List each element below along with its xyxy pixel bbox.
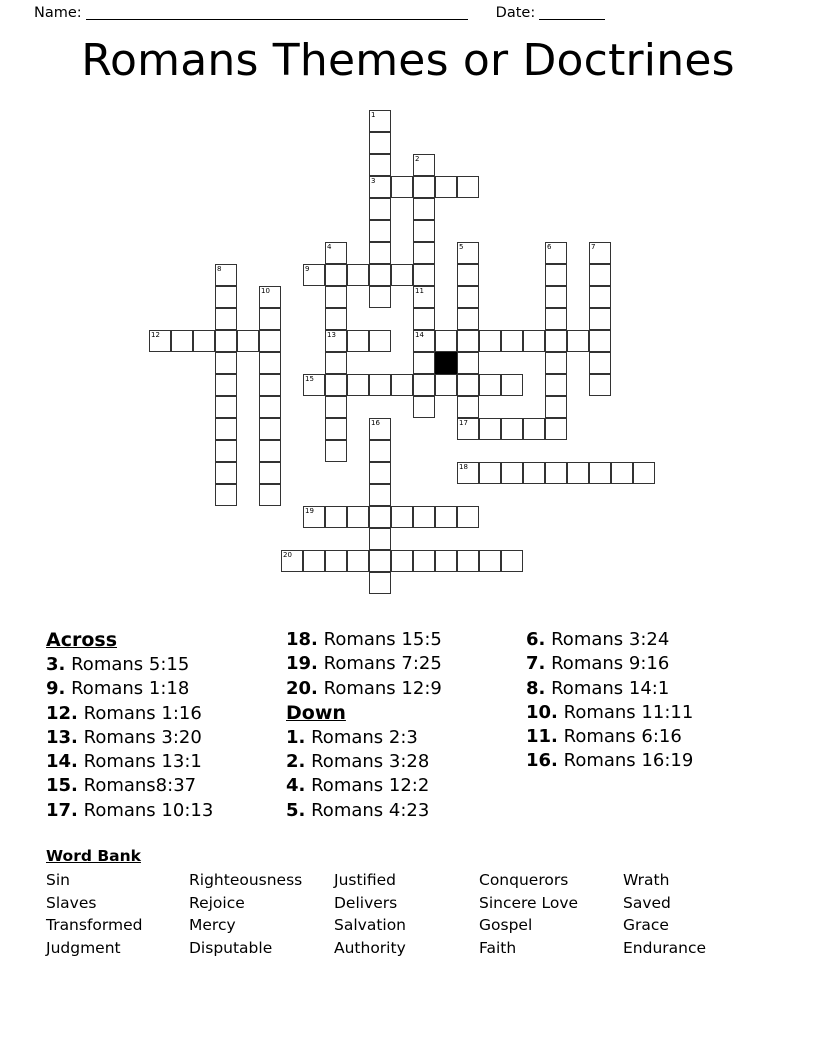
- clue-text: Romans 7:25: [323, 653, 442, 675]
- grid-cell[interactable]: [501, 330, 523, 352]
- grid-cell[interactable]: [589, 374, 611, 396]
- grid-cell-number: 12: [151, 331, 160, 339]
- word-bank-word: Faith: [479, 938, 517, 957]
- clue-text: Romans 4:23: [311, 799, 430, 821]
- grid-cell[interactable]: [325, 308, 347, 330]
- grid-cell[interactable]: [369, 198, 391, 220]
- clue-number: 1.: [286, 726, 306, 748]
- grid-cell[interactable]: [413, 154, 435, 176]
- grid-cell[interactable]: [149, 330, 171, 352]
- clue-column-3: [526, 628, 776, 774]
- clue-text: Romans 14:1: [551, 677, 670, 699]
- grid-cell[interactable]: [523, 330, 545, 352]
- clue-text: Romans 15:5: [323, 629, 442, 650]
- clue-number: 19.: [286, 653, 318, 675]
- grid-cell-number: 16: [371, 419, 380, 427]
- clue-across-13: [46, 726, 286, 750]
- grid-cell-number: 9: [305, 265, 310, 273]
- grid-cell[interactable]: [413, 396, 435, 418]
- date-write-line[interactable]: [539, 7, 605, 20]
- word-bank-heading: Word Bank: [46, 847, 141, 865]
- grid-cell[interactable]: [325, 550, 347, 572]
- grid-cell[interactable]: [369, 110, 391, 132]
- clue-text: Romans8:37: [83, 775, 197, 797]
- grid-cell[interactable]: [501, 462, 523, 484]
- grid-cell[interactable]: [259, 440, 281, 462]
- grid-cell-number: 6: [547, 243, 552, 251]
- grid-cell[interactable]: [259, 396, 281, 418]
- grid-cell[interactable]: [479, 462, 501, 484]
- grid-cell[interactable]: [413, 220, 435, 242]
- grid-cell[interactable]: [435, 176, 457, 198]
- grid-cell[interactable]: [479, 330, 501, 352]
- grid-cell[interactable]: [193, 330, 215, 352]
- grid-cell[interactable]: [457, 286, 479, 308]
- grid-cell[interactable]: [545, 330, 567, 352]
- grid-cell[interactable]: [545, 462, 567, 484]
- clue-down-7: [526, 652, 776, 676]
- grid-cell[interactable]: [457, 462, 479, 484]
- clue-number: 5.: [286, 799, 306, 821]
- grid-cell[interactable]: [457, 308, 479, 330]
- grid-cell[interactable]: [369, 528, 391, 550]
- grid-cell-number: 2: [415, 155, 420, 163]
- grid-cell[interactable]: [567, 462, 589, 484]
- grid-cell[interactable]: [391, 374, 413, 396]
- clue-down-2: [286, 750, 526, 774]
- grid-cell-number: 20: [283, 551, 292, 559]
- word-bank-word: Mercy: [189, 916, 236, 935]
- clue-number: 15.: [46, 775, 78, 797]
- grid-block-cell: [435, 352, 457, 374]
- clue-down-10: [526, 701, 776, 725]
- grid-cell[interactable]: [237, 330, 259, 352]
- crossword-grid[interactable]: [149, 110, 679, 590]
- clue-number: 12.: [46, 702, 78, 724]
- clue-column-1: [46, 628, 286, 823]
- grid-cell[interactable]: [413, 286, 435, 308]
- word-bank-word: Sincere Love: [479, 893, 579, 912]
- grid-cell[interactable]: [215, 374, 237, 396]
- grid-cell[interactable]: [325, 374, 347, 396]
- clue-number: 14.: [46, 751, 78, 773]
- grid-cell[interactable]: [369, 572, 391, 594]
- grid-cell[interactable]: [171, 330, 193, 352]
- date-label: Date:: [495, 5, 536, 21]
- clue-text: Romans 10:13: [83, 799, 214, 821]
- grid-cell[interactable]: [347, 550, 369, 572]
- grid-cell[interactable]: [545, 308, 567, 330]
- grid-cell[interactable]: [435, 330, 457, 352]
- grid-cell[interactable]: [215, 286, 237, 308]
- grid-cell[interactable]: [545, 352, 567, 374]
- clue-text: Romans 12:2: [311, 775, 430, 797]
- grid-cell[interactable]: [457, 418, 479, 440]
- clue-text: Romans 1:16: [83, 702, 202, 724]
- clue-across-12: [46, 702, 286, 726]
- clue-text: Romans 13:1: [83, 751, 202, 773]
- grid-cell[interactable]: [457, 396, 479, 418]
- grid-cell-number: 8: [217, 265, 222, 273]
- grid-cell[interactable]: [369, 374, 391, 396]
- clue-number: 7.: [526, 653, 546, 675]
- grid-cell[interactable]: [633, 462, 655, 484]
- grid-cell-number: 13: [327, 331, 336, 339]
- clue-number: 10.: [526, 701, 558, 723]
- grid-cell[interactable]: [435, 550, 457, 572]
- word-bank-word: Justified: [334, 871, 396, 889]
- clues-section: [46, 628, 776, 833]
- word-bank-word: Conquerors: [479, 871, 569, 889]
- grid-cell[interactable]: [215, 352, 237, 374]
- clue-number: 8.: [526, 677, 546, 699]
- clue-across-9: [46, 677, 286, 701]
- grid-cell[interactable]: [259, 330, 281, 352]
- clue-down-11: [526, 725, 776, 749]
- grid-cell[interactable]: [259, 352, 281, 374]
- clue-down-16: [526, 749, 776, 773]
- clue-number: 18.: [286, 629, 318, 650]
- word-bank-word: Judgment: [46, 938, 121, 957]
- grid-cell-number: 14: [415, 331, 424, 339]
- grid-cell[interactable]: [413, 550, 435, 572]
- grid-cell[interactable]: [413, 374, 435, 396]
- grid-cell[interactable]: [545, 374, 567, 396]
- grid-cell[interactable]: [369, 154, 391, 176]
- name-label: Name:: [34, 5, 82, 21]
- grid-cell[interactable]: [369, 330, 391, 352]
- grid-cell[interactable]: [259, 374, 281, 396]
- word-bank-word: Wrath: [623, 871, 670, 889]
- grid-cell-number: 18: [459, 463, 468, 471]
- grid-cell[interactable]: [413, 330, 435, 352]
- word-bank-word: Endurance: [623, 938, 707, 957]
- clue-number: 3.: [46, 654, 66, 675]
- grid-cell[interactable]: [413, 176, 435, 198]
- word-bank-column-5: [623, 869, 706, 959]
- grid-cell[interactable]: [413, 352, 435, 374]
- grid-cell[interactable]: [347, 330, 369, 352]
- clue-text: Romans 1:18: [71, 678, 190, 700]
- grid-cell[interactable]: [259, 418, 281, 440]
- grid-cell[interactable]: [545, 396, 567, 418]
- grid-cell[interactable]: [435, 374, 457, 396]
- grid-cell[interactable]: [215, 308, 237, 330]
- grid-cell[interactable]: [369, 550, 391, 572]
- down-heading: Down: [286, 701, 346, 724]
- grid-cell[interactable]: [523, 462, 545, 484]
- grid-cell[interactable]: [369, 286, 391, 308]
- grid-cell[interactable]: [457, 264, 479, 286]
- grid-cell-number: 3: [371, 177, 376, 185]
- grid-cell[interactable]: [413, 242, 435, 264]
- word-bank-column-3: [334, 869, 406, 959]
- clue-across-3: [46, 653, 286, 677]
- grid-cell[interactable]: [523, 418, 545, 440]
- word-bank-word: Grace: [623, 916, 669, 935]
- clue-text: Romans 6:16: [563, 726, 682, 748]
- word-bank-word: Authority: [334, 938, 406, 957]
- name-date-row: [0, 0, 816, 26]
- grid-cell[interactable]: [391, 506, 413, 528]
- grid-cell[interactable]: [347, 374, 369, 396]
- grid-cell[interactable]: [215, 440, 237, 462]
- grid-cell[interactable]: [325, 506, 347, 528]
- grid-cell-number: 11: [415, 287, 424, 295]
- grid-cell[interactable]: [259, 462, 281, 484]
- word-bank-column-1: [46, 869, 142, 959]
- grid-cell-number: 7: [591, 243, 596, 251]
- clue-down-6: [526, 628, 776, 652]
- grid-cell[interactable]: [589, 330, 611, 352]
- grid-cell[interactable]: [369, 506, 391, 528]
- grid-cell[interactable]: [325, 264, 347, 286]
- page-title: Romans Themes or Doctrines: [81, 35, 735, 86]
- grid-cell[interactable]: [457, 242, 479, 264]
- clue-down-4: [286, 774, 526, 798]
- grid-cell[interactable]: [215, 418, 237, 440]
- grid-cell[interactable]: [259, 286, 281, 308]
- grid-cell[interactable]: [347, 264, 369, 286]
- grid-cell[interactable]: [611, 462, 633, 484]
- grid-cell[interactable]: [413, 308, 435, 330]
- grid-cell[interactable]: [589, 352, 611, 374]
- clue-down-5: [286, 799, 526, 823]
- grid-cell[interactable]: [589, 308, 611, 330]
- grid-cell[interactable]: [215, 484, 237, 506]
- clue-across-17: [46, 799, 286, 823]
- grid-cell[interactable]: [391, 550, 413, 572]
- grid-cell[interactable]: [545, 242, 567, 264]
- clue-across-14: [46, 750, 286, 774]
- grid-cell[interactable]: [435, 506, 457, 528]
- clue-number: 2.: [286, 751, 306, 773]
- grid-cell[interactable]: [391, 176, 413, 198]
- clue-text: Romans 11:11: [563, 701, 694, 723]
- grid-cell[interactable]: [259, 308, 281, 330]
- across-heading: Across: [46, 629, 118, 651]
- clue-across-20: [286, 677, 526, 701]
- grid-cell[interactable]: [501, 418, 523, 440]
- grid-cell[interactable]: [369, 264, 391, 286]
- grid-cell[interactable]: [457, 330, 479, 352]
- clue-number: 4.: [286, 775, 306, 797]
- grid-cell[interactable]: [369, 220, 391, 242]
- grid-cell[interactable]: [325, 330, 347, 352]
- grid-cell[interactable]: [457, 374, 479, 396]
- grid-cell[interactable]: [545, 418, 567, 440]
- grid-cell-number: 10: [261, 287, 270, 295]
- clue-number: 13.: [46, 726, 78, 748]
- grid-cell[interactable]: [457, 352, 479, 374]
- grid-cell[interactable]: [479, 550, 501, 572]
- grid-cell[interactable]: [457, 550, 479, 572]
- clue-down-1: [286, 726, 526, 750]
- clue-across-19: [286, 652, 526, 676]
- grid-cell[interactable]: [369, 440, 391, 462]
- grid-cell[interactable]: [215, 330, 237, 352]
- clue-number: 9.: [46, 678, 66, 700]
- clue-number: 6.: [526, 629, 546, 650]
- word-bank-word: Sin: [46, 871, 70, 889]
- grid-cell[interactable]: [303, 264, 325, 286]
- grid-cell[interactable]: [501, 550, 523, 572]
- word-bank-word: Righteousness: [189, 871, 303, 889]
- grid-cell[interactable]: [325, 440, 347, 462]
- grid-cell[interactable]: [589, 242, 611, 264]
- word-bank-grid: [46, 869, 776, 965]
- grid-cell[interactable]: [215, 264, 237, 286]
- grid-cell[interactable]: [413, 264, 435, 286]
- grid-cell[interactable]: [369, 176, 391, 198]
- grid-cell[interactable]: [567, 330, 589, 352]
- word-bank-word: Delivers: [334, 893, 398, 912]
- clue-text: Romans 5:15: [71, 654, 190, 675]
- grid-cell[interactable]: [589, 286, 611, 308]
- word-bank-word: Saved: [623, 893, 671, 912]
- grid-cell[interactable]: [303, 506, 325, 528]
- grid-cell[interactable]: [325, 242, 347, 264]
- grid-cell[interactable]: [325, 418, 347, 440]
- clue-across-15: [46, 774, 286, 798]
- word-bank-word: Slaves: [46, 893, 97, 912]
- clue-text: Romans 12:9: [323, 677, 442, 699]
- clue-across-18: [286, 628, 526, 652]
- grid-cell[interactable]: [413, 506, 435, 528]
- grid-cell-number: 5: [459, 243, 464, 251]
- grid-cell[interactable]: [369, 484, 391, 506]
- grid-cell[interactable]: [457, 506, 479, 528]
- clue-text: Romans 16:19: [563, 750, 694, 772]
- word-bank-word: Rejoice: [189, 893, 245, 912]
- clue-number: 20.: [286, 677, 318, 699]
- clue-number: 11.: [526, 726, 558, 748]
- grid-cell[interactable]: [325, 396, 347, 418]
- grid-cell[interactable]: [259, 484, 281, 506]
- word-bank-column-2: [189, 869, 302, 959]
- name-write-line[interactable]: [86, 7, 468, 20]
- grid-cell-number: 4: [327, 243, 332, 251]
- clue-number: 16.: [526, 750, 558, 772]
- clue-down-8: [526, 677, 776, 701]
- grid-cell[interactable]: [281, 550, 303, 572]
- clue-text: Romans 3:20: [83, 726, 202, 748]
- clue-text: Romans 3:28: [311, 751, 430, 773]
- grid-cell[interactable]: [303, 550, 325, 572]
- grid-cell-number: 1: [371, 111, 376, 119]
- grid-cell[interactable]: [479, 374, 501, 396]
- word-bank-word: Transformed: [46, 916, 143, 935]
- grid-cell[interactable]: [589, 264, 611, 286]
- grid-cell-number: 15: [305, 375, 314, 383]
- word-bank-word: Salvation: [334, 916, 407, 935]
- word-bank-word: Gospel: [479, 916, 533, 935]
- grid-cell-number: 17: [459, 419, 468, 427]
- clue-text: Romans 2:3: [311, 726, 418, 748]
- grid-cell[interactable]: [545, 286, 567, 308]
- grid-cell[interactable]: [501, 374, 523, 396]
- grid-cell[interactable]: [369, 242, 391, 264]
- grid-cell[interactable]: [369, 132, 391, 154]
- clue-text: Romans 9:16: [551, 653, 670, 675]
- grid-cell[interactable]: [413, 198, 435, 220]
- grid-cell[interactable]: [325, 286, 347, 308]
- grid-cell[interactable]: [479, 418, 501, 440]
- grid-cell[interactable]: [545, 264, 567, 286]
- grid-cell[interactable]: [369, 462, 391, 484]
- grid-cell[interactable]: [347, 506, 369, 528]
- grid-cell[interactable]: [215, 462, 237, 484]
- grid-cell[interactable]: [369, 418, 391, 440]
- grid-cell[interactable]: [589, 462, 611, 484]
- grid-cell[interactable]: [457, 176, 479, 198]
- clue-column-2: [286, 628, 526, 823]
- clue-text: Romans 3:24: [551, 629, 670, 650]
- grid-cell[interactable]: [215, 396, 237, 418]
- grid-cell[interactable]: [303, 374, 325, 396]
- word-bank-word: Disputable: [189, 938, 273, 957]
- grid-cell[interactable]: [325, 352, 347, 374]
- grid-cell[interactable]: [391, 264, 413, 286]
- word-bank-column-4: [479, 869, 578, 959]
- word-bank-section: [46, 846, 776, 965]
- clue-number: 17.: [46, 799, 78, 821]
- grid-cell-number: 19: [305, 507, 314, 515]
